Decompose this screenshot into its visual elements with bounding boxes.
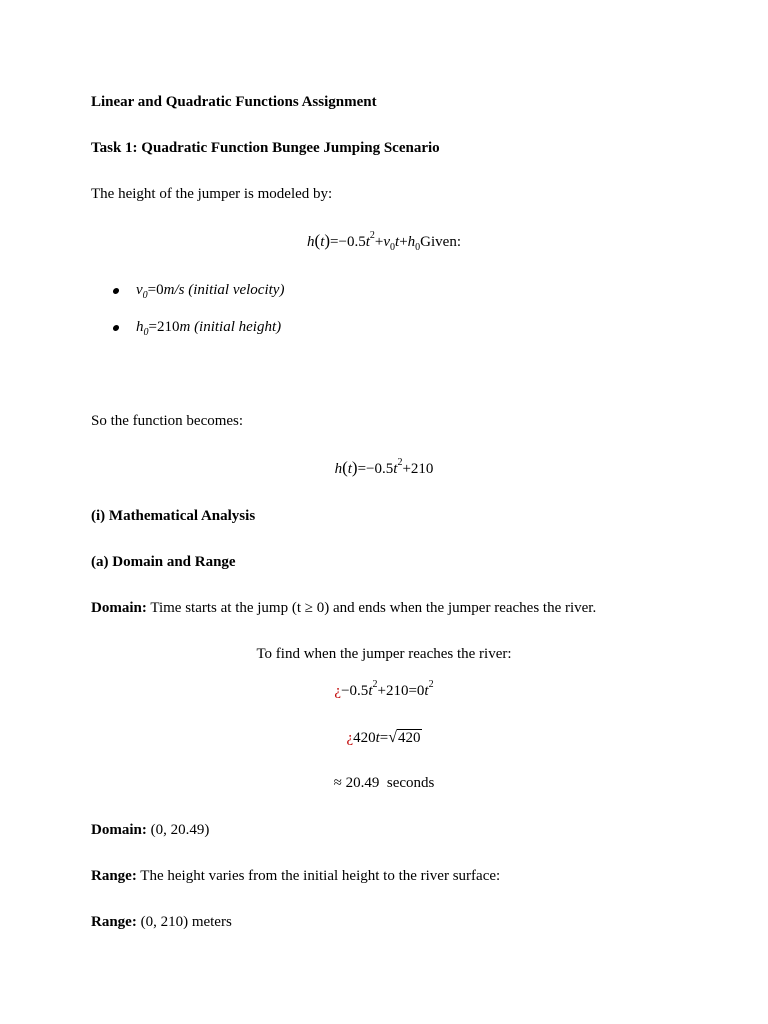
model-equation: $h(t)=-0.5t^2+v_0t+h_0Given$: xyxy=(307,230,461,253)
given-label: Given: xyxy=(420,234,461,250)
domain-result xyxy=(91,820,209,840)
range-paragraph xyxy=(91,866,500,886)
bullet-dot xyxy=(112,288,119,294)
domain-text: Time starts at the jump (t ≥ 0) and ends when the jumper reaches the river. xyxy=(146,600,597,616)
final-function-equation: $h(t)=-0.5t^2+210$ xyxy=(334,457,434,477)
sqrt-equation: ¿420t=√420 xyxy=(346,729,421,746)
find-river-text: To find when the jumper reaches the river: xyxy=(256,646,512,662)
range-result-label: Range: xyxy=(91,914,137,930)
domain-result-label: Domain: xyxy=(91,822,147,838)
intro-text: The height of the jumper is modeled by: xyxy=(91,186,333,202)
document-title: Linear and Quadratic Functions Assignment xyxy=(91,94,377,110)
domain-label: Domain: xyxy=(91,600,147,616)
bullet-initial-height: $h_0=210m$ (initial height) xyxy=(136,319,282,338)
range-result xyxy=(91,912,232,932)
section-mathematical-analysis: (i) Mathematical Analysis xyxy=(91,508,256,524)
domain-result-value: (0, 20.49) xyxy=(146,822,210,838)
function-becomes-text: So the function becomes: xyxy=(91,413,244,429)
range-label: Range: xyxy=(91,868,137,884)
domain-paragraph xyxy=(91,598,596,618)
range-result-value: (0, 210) meters xyxy=(136,914,232,930)
approx-seconds: ≈ 20.49 seconds xyxy=(333,775,435,791)
task-heading: Task 1: Quadratic Function Bungee Jumping Scenario xyxy=(91,140,440,156)
section-domain-range: (a) Domain and Range xyxy=(91,554,236,570)
bullet-dot xyxy=(112,325,119,331)
range-text: The height varies from the initial height to the river surface: xyxy=(136,868,501,884)
river-equation: ¿$-0.5t^2+210=0t^2$ xyxy=(334,679,434,699)
bullet-initial-velocity: $v_0=0m/s$ (initial velocity) xyxy=(136,282,285,301)
